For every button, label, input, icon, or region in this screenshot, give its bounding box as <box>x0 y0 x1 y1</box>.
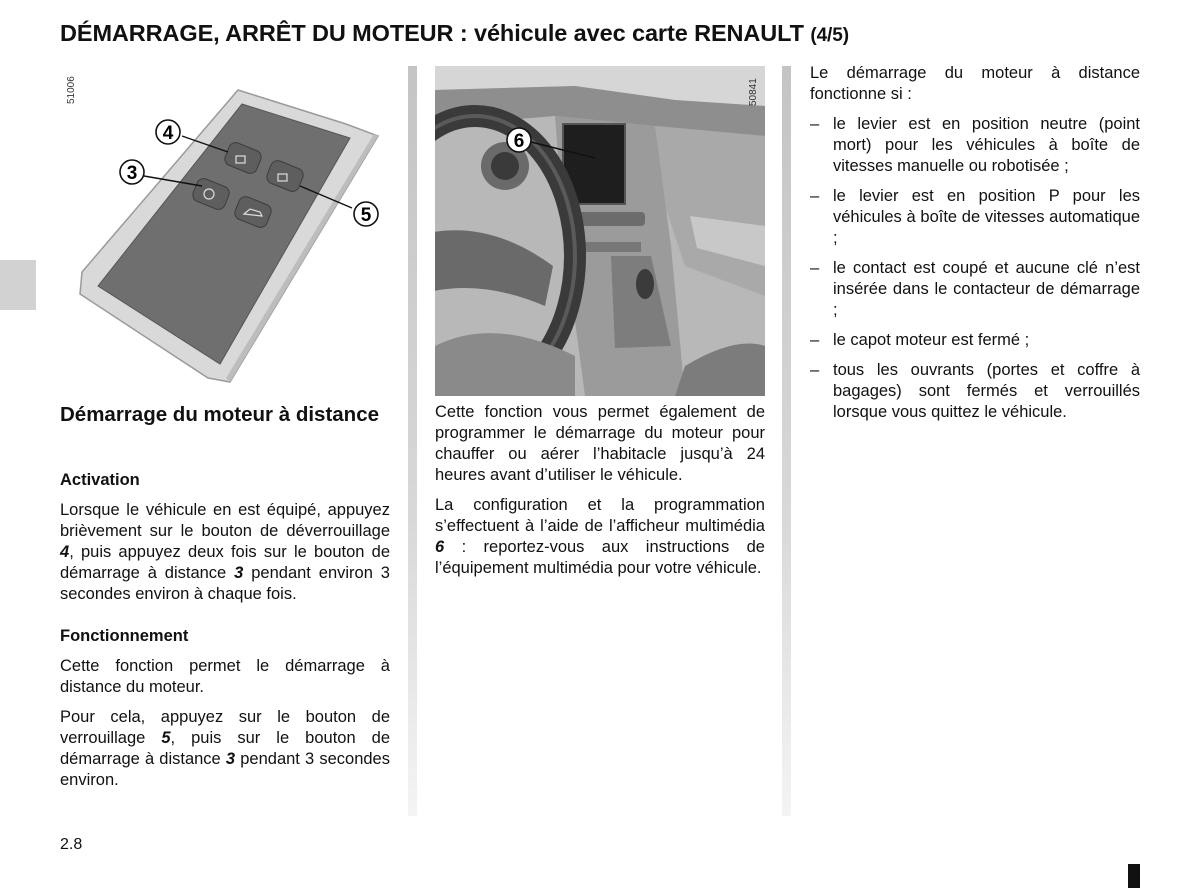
column-2-body <box>435 402 765 588</box>
list-item: – le contact est coupé et aucune clé n’est insérée dans le contacteur de démarrage ; <box>810 258 1140 321</box>
renault-card-illustration <box>78 86 398 388</box>
conditions-intro: Le démarrage du moteur à distance fonctionne si : <box>810 64 1140 103</box>
gear-lever <box>636 269 654 299</box>
column-2-paragraph-2: La configuration et la programmation s’effectuent à l’aide de l’afficheur multimédia 6 : reportez-vous aux instructions de l’équipement multimédia pour votre véhicule. <box>435 496 765 577</box>
list-item: – le levier est en position neutre (point mort) pour les véhicules à boîte de vitesses manuelle ou robotisée ; <box>810 114 1140 177</box>
figure-ref-card: 51006 <box>66 76 77 104</box>
column-2-paragraph-1: Cette fonction vous permet également de programmer le démarrage du moteur pour chauffer ou aérer l’habitacle jusqu’à 24 heures avant d’utiliser le véhicule. <box>435 403 765 484</box>
activation-heading: Activation <box>60 471 140 489</box>
section-tab <box>0 260 36 310</box>
activation-paragraph: Lorsque le véhicule en est équipé, appuyez brièvement sur le bouton de déverrouillage 4, puis appuyez deux fois sur le bouton de démarrage à distance 3 pendant environ 3 secondes environ à chaque fois. <box>60 501 390 603</box>
dashboard-illustration <box>435 66 765 396</box>
ref-6: 6 <box>435 538 445 556</box>
fonctionnement-paragraph-1: Cette fonction permet le démarrage à distance du moteur. <box>60 657 390 696</box>
callout-5-label: 5 <box>360 205 372 226</box>
page-number: 2.8 <box>60 836 83 853</box>
ref-3b: 3 <box>225 750 236 768</box>
callout-4-label: 4 <box>162 123 174 144</box>
section-heading: Démarrage du moteur à distance <box>60 403 379 426</box>
ref-4: 4 <box>60 543 70 561</box>
column-divider-1 <box>408 66 417 816</box>
page-title <box>60 20 849 47</box>
ref-5: 5 <box>161 729 171 747</box>
column-1-body <box>60 470 390 800</box>
title-text: DÉMARRAGE, ARRÊT DU MOTEUR : véhicule avec carte RENAULT <box>60 20 804 46</box>
corner-mark <box>1128 864 1140 888</box>
column-divider-2 <box>782 66 791 816</box>
fonctionnement-heading: Fonctionnement <box>60 627 189 645</box>
callout-3-label: 3 <box>126 163 138 184</box>
conditions-list <box>810 114 1140 423</box>
list-item: – le capot moteur est fermé ; <box>810 330 1140 351</box>
figure-ref-dashboard: 50841 <box>748 78 759 106</box>
list-item: – le levier est en position P pour les véhicules à boîte de vitesses automatique ; <box>810 186 1140 249</box>
ref-3: 3 <box>234 564 244 582</box>
title-part: (4/5) <box>810 25 849 46</box>
column-3-body <box>810 63 1140 432</box>
fonctionnement-paragraph-2: Pour cela, appuyez sur le bouton de verrouillage 5, puis sur le bouton de démarrage à distance 3 pendant 3 secondes environ. <box>60 708 390 789</box>
callout-6-label: 6 <box>513 131 525 152</box>
list-item: – tous les ouvrants (portes et coffre à bagages) sont fermés et verrouillés lorsque vous quittez le véhicule. <box>810 360 1140 423</box>
